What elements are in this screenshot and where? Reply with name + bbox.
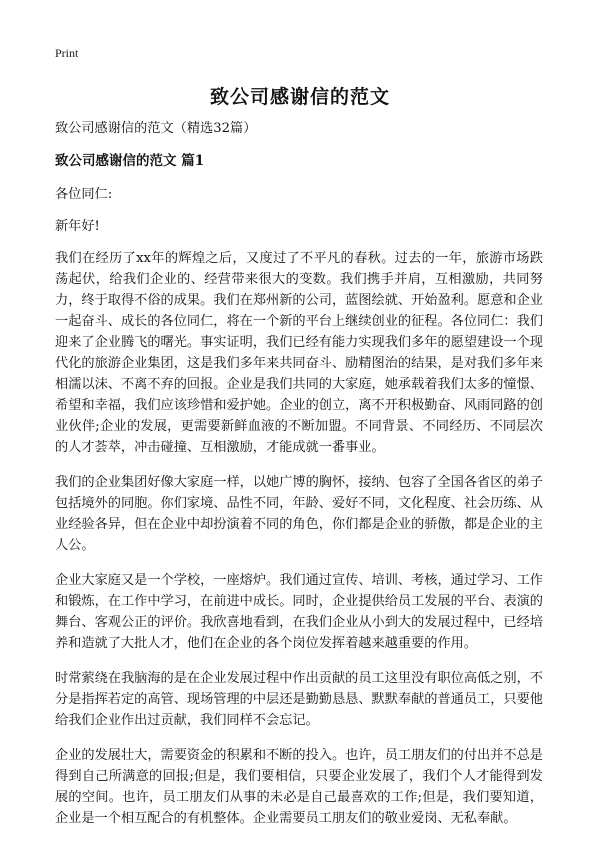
paragraph: 我们的企业集团好像大家庭一样，以她广博的胸怀，接纳、包容了全国各省区的弟子包括境外的同胞。你们家境、品性不同，年龄、爱好不同，文化程度、社会历练、从业经验各异，但在企业中却扮演着不同的角色，你们都是企业的骄傲，都是企业的主人公。 [55, 475, 543, 553]
greeting-line: 各位同仁: [55, 187, 113, 202]
document-subtitle: 致公司感谢信的范文（精选32篇） [55, 121, 257, 136]
paragraph: 企业大家庭又是一个学校，一座熔炉。我们通过宣传、培训、考核，通过学习、工作和锻炼，在工作中学习，在前进中成长。同时，企业提供给员工发展的平台、表演的舞台、客观公正的评价。我欣喜地看到，在我们企业从小到大的发展过程中，已经培养和造就了大批人才，他们在企业的各个岗位发挥着越来越重要的作用。 [55, 573, 543, 651]
page-title: 致公司感谢信的范文 [209, 86, 390, 108]
document-body [55, 118, 543, 843]
print-link[interactable]: Print [55, 46, 79, 60]
paragraph: 我们在经历了xx年的辉煌之后，又度过了不平凡的春秋。过去的一年，旅游市场跌荡起伏，给我们企业的、经营带来很大的变数。我们携手并肩，互相激励，共同努力，终于取得不俗的成果。我们在郑州新的公司，蓝图绘就、开始盈利。愿意和企业一起奋斗、成长的各位同仁，将在一个新的平台上继续创业的征程。各位同仁：我们迎来了企业腾飞的曙光。事实证明，我们已经有能力实现我们多年的愿望建设一个现代化的旅游企业集团，这是我们多年来共同奋斗、励精图治的结果，是对我们多年来相濡以沫、不离不弃的回报。企业是我们共同的大家庭，她承载着我们太多的憧憬、希望和幸福，我们应该珍惜和爱护她。企业的创立，离不开积极勤奋、风雨同路的创业伙伴;企业的发展，更需要新鲜血液的不断加盟。不同背景、不同经历、不同层次的人才荟萃，冲击碰撞、互相激励，才能成就一番事业。 [55, 251, 543, 455]
paragraph: 时常萦绕在我脑海的是在企业发展过程中作出贡献的员工这里没有职位高低之别，不分是指挥若定的高管、现场管理的中层还是勤勤恳恳、默默奉献的普通员工，只要他给我们企业作出过贡献，我们同样不会忘记。 [55, 671, 543, 728]
paragraph: 企业的发展壮大，需要资金的积累和不断的投入。也许，员工朋友们的付出并不总是得到自己所满意的回报;但是，我们要相信，只要企业发展了，我们个人才能得到发展的空间。也许，员工朋友们从事的未必是自己最喜欢的工作;但是，我们要知道，企业是一个相互配合的有机整体。企业需要员工朋友们的敬业爱岗、无私奉献。 [55, 748, 543, 826]
new-year-line: 新年好! [55, 219, 100, 234]
section-heading: 致公司感谢信的范文 篇1 [55, 153, 205, 169]
